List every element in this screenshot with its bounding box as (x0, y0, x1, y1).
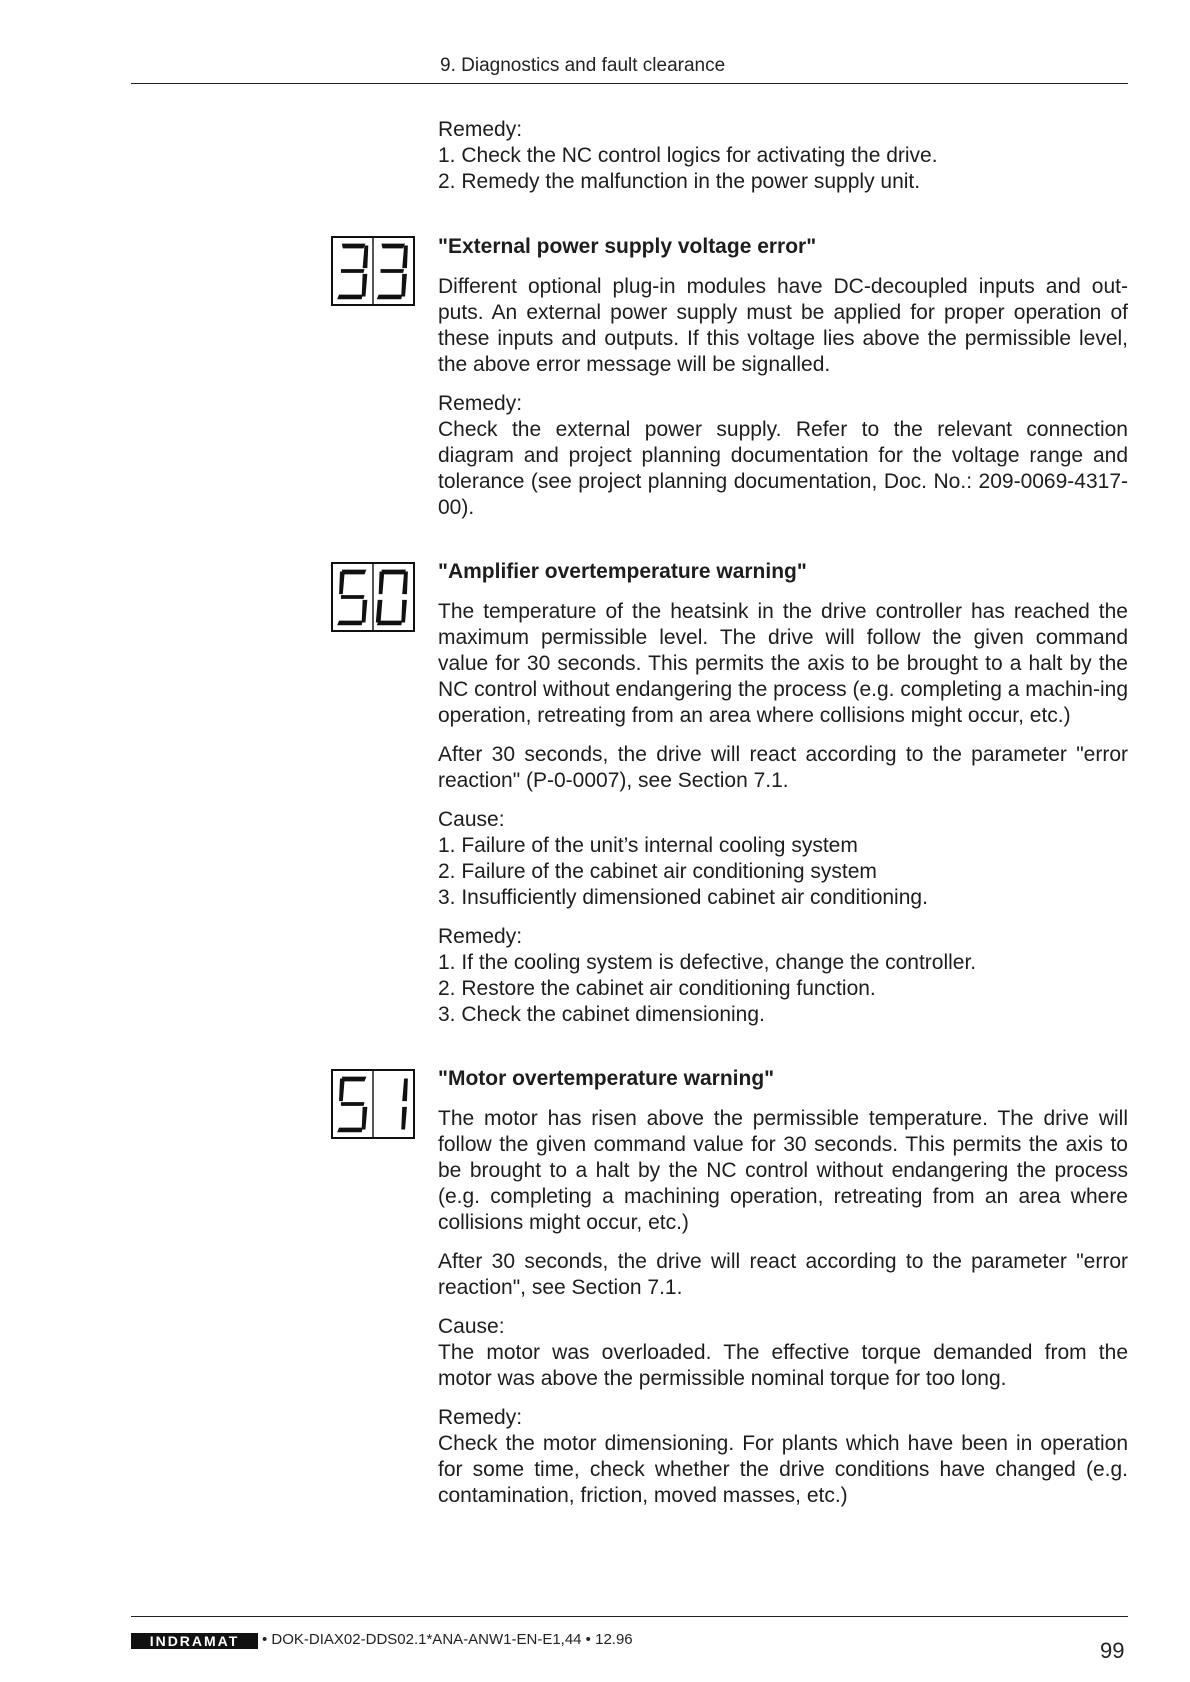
section-50 (438, 559, 1128, 1041)
remedy-label: Remedy: (438, 392, 523, 415)
remedy-item: 1. Check the NC control logics for activating the drive. (438, 144, 938, 167)
remedy-item: 2. Restore the cabinet air conditioning function. (438, 977, 876, 1000)
running-header: 9. Diagnostics and fault clearance (440, 55, 726, 76)
indramat-logo-icon (131, 1633, 258, 1649)
seven-segment-digits-icon (333, 564, 413, 630)
cause-text: The motor was overloaded. The effective torque demanded from the motor was above the permissible nominal torque for too long. (438, 1341, 1128, 1390)
section-paragraph: After 30 seconds, the drive will react according to the parameter "error reaction", see Section 7.1. (438, 1250, 1128, 1299)
section-33 (438, 234, 1128, 534)
remedy-item: 3. Check the cabinet dimensioning. (438, 1003, 765, 1026)
section-title: "Motor overtemperature warning" (438, 1067, 775, 1090)
cause-item: 2. Failure of the cabinet air conditioning system (438, 860, 877, 883)
footer-divider (131, 1616, 1128, 1617)
header-divider (131, 83, 1128, 84)
indramat-logo (131, 1633, 258, 1649)
remedy-label: Remedy: (438, 118, 523, 141)
page-number: 99 (1100, 1638, 1125, 1663)
remedy-text: Check the external power supply. Refer to the relevant connection diagram and project planning documentation for the voltage range and tolerance (see project planning documentation, Doc. No.: 209-0069-4317-00). (438, 418, 1128, 519)
seven-segment-digits-icon (333, 238, 413, 304)
svg-text:INDRAMAT: INDRAMAT (149, 1633, 240, 1649)
seven-segment-display-50 (331, 562, 415, 632)
remedy-text: Check the motor dimensioning. For plants which have been in operation for some time, check whether the drive conditions have changed (e.g. contamination, friction, moved masses, etc.) (438, 1432, 1128, 1507)
section-paragraph: The temperature of the heatsink in the drive controller has reached the maximum permissible level. The drive will follow the given command value for 30 seconds. This permits the axis to be brought to a halt by the NC control without endangering the process (e.g. completing a machin-ing operation, retreating from an area where collisions might occur, etc.) (438, 600, 1128, 727)
remedy-item: 2. Remedy the malfunction in the power supply unit. (438, 170, 921, 193)
remedy-label: Remedy: (438, 925, 523, 948)
section-title: "Amplifier overtemperature warning" (438, 560, 807, 583)
cause-item: 1. Failure of the unit’s internal cooling system (438, 834, 858, 857)
section-paragraph: The motor has risen above the permissible temperature. The drive will follow the given command value for 30 seconds. This permits the axis to be brought to a halt by the NC control without endangering the process (e.g. completing a machining operation, retreating from an area where collisions might occur, etc.) (438, 1107, 1128, 1234)
document-reference: • DOK-DIAX02-DDS02.1*ANA-ANW1-EN-E1,44 • 12.96 (262, 1631, 633, 1648)
section-title: "External power supply voltage error" (438, 235, 817, 258)
seven-segment-display-33 (331, 236, 415, 306)
section-51 (438, 1066, 1128, 1522)
cause-label: Cause: (438, 1315, 505, 1338)
section-paragraph: After 30 seconds, the drive will react according to the parameter "error reaction" (P-0-0007), see Section 7.1. (438, 743, 1128, 792)
section-paragraph: Different optional plug-in modules have DC-decoupled inputs and out-puts. An external power supply must be applied for proper operation of these inputs and outputs. If this voltage lies above the permissible level, the above error message will be signalled. (438, 275, 1128, 376)
seven-segment-display-51 (331, 1069, 415, 1139)
seven-segment-digits-icon (333, 1071, 413, 1137)
remedy-item: 1. If the cooling system is defective, change the controller. (438, 951, 977, 974)
cause-label: Cause: (438, 808, 505, 831)
remedy-label: Remedy: (438, 1406, 523, 1429)
intro-remedy (438, 117, 1128, 195)
cause-item: 3. Insufficiently dimensioned cabinet air conditioning. (438, 886, 928, 909)
